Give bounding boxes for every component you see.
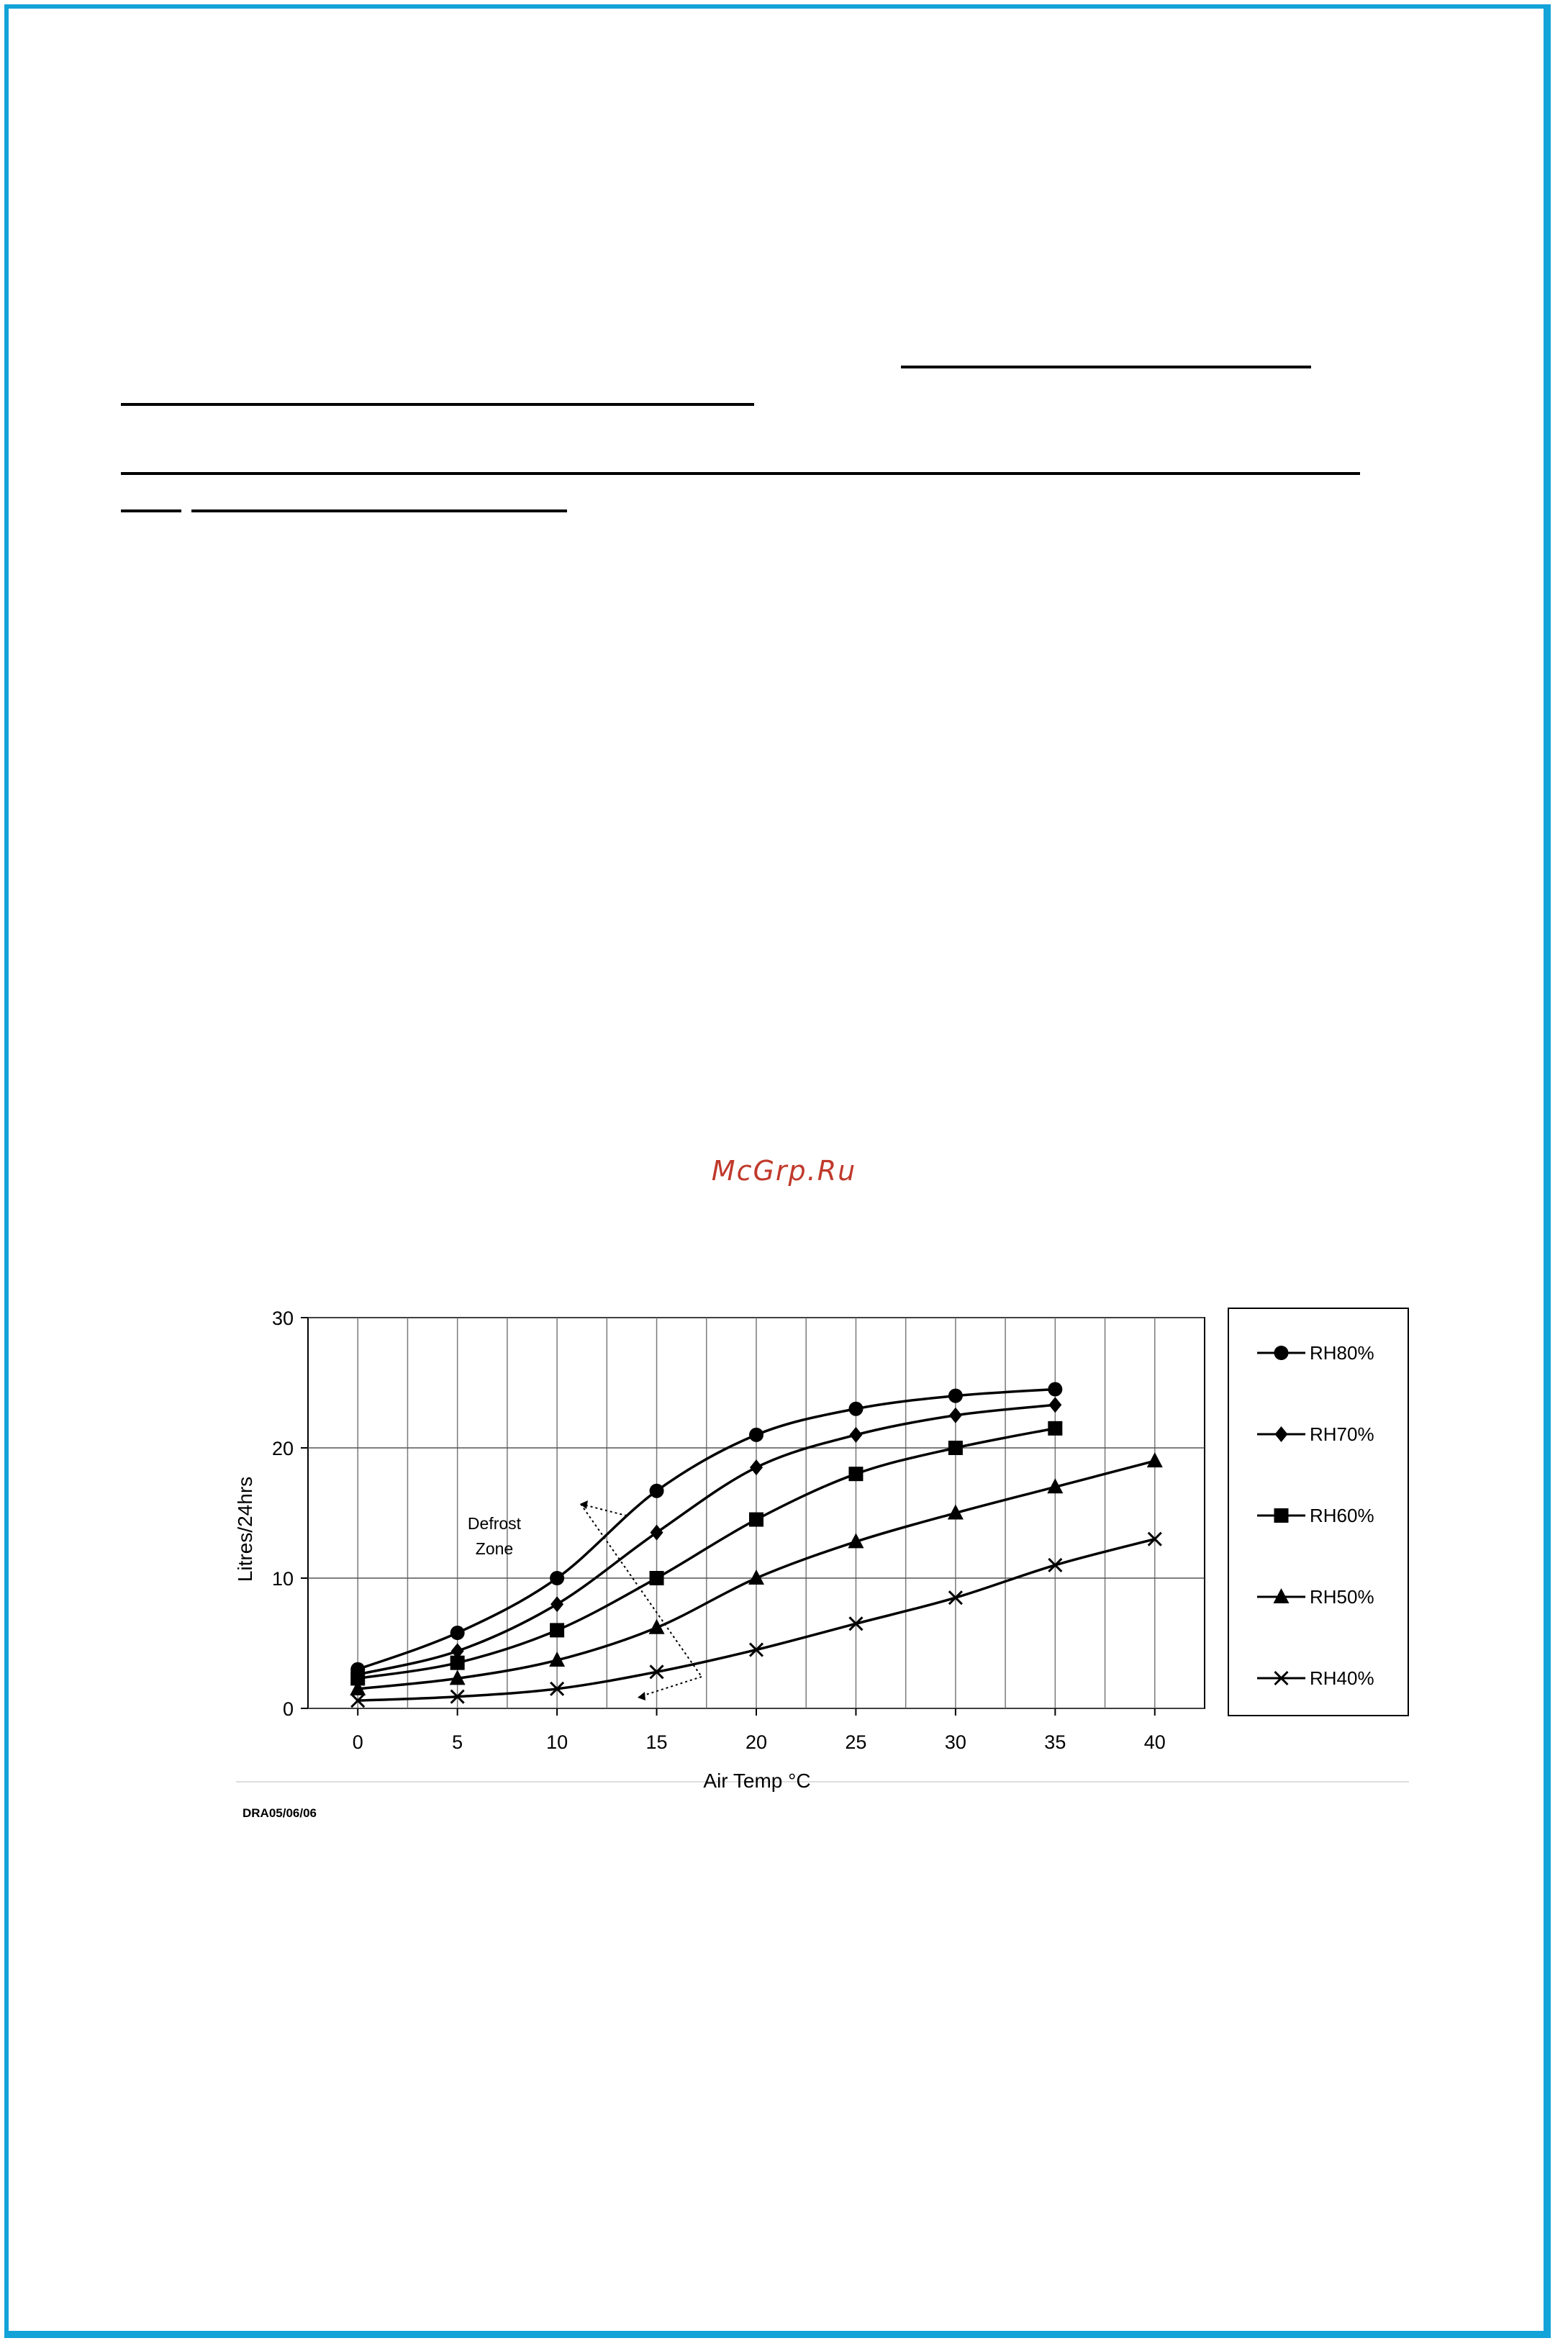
x-tick-label: 25 <box>845 1731 867 1753</box>
legend-label: RH80% <box>1310 1342 1374 1364</box>
y-tick-label: 10 <box>271 1568 294 1590</box>
legend-label: RH40% <box>1310 1667 1374 1689</box>
data-point <box>550 1571 564 1585</box>
legend-label: RH50% <box>1310 1586 1374 1608</box>
data-point <box>450 1626 465 1640</box>
x-tick-label: 5 <box>452 1731 463 1753</box>
data-point <box>450 1656 465 1670</box>
watermark: McGrp.Ru <box>711 1155 857 1187</box>
data-point <box>650 1484 664 1498</box>
y-tick-label: 30 <box>271 1308 294 1329</box>
legend-label: RH60% <box>1310 1505 1374 1526</box>
data-point <box>1048 1382 1062 1397</box>
data-point <box>749 1428 763 1442</box>
x-axis-label: Air Temp °C <box>703 1770 811 1792</box>
y-axis-label: Litres/24hrs <box>234 1476 256 1582</box>
x-tick-label: 35 <box>1044 1731 1066 1753</box>
data-point <box>1048 1421 1062 1436</box>
legend-marker <box>1274 1508 1289 1523</box>
data-point <box>848 1467 863 1481</box>
x-tick-label: 0 <box>352 1731 363 1753</box>
x-tick-label: 40 <box>1143 1731 1166 1753</box>
defrost-zone-label: Zone <box>475 1539 514 1558</box>
legend-label: RH70% <box>1310 1423 1374 1445</box>
legend-marker <box>1274 1346 1289 1360</box>
document-code: DRA05/06/06 <box>243 1806 317 1820</box>
data-point <box>650 1571 664 1585</box>
y-tick-label: 0 <box>282 1698 294 1720</box>
x-tick-label: 10 <box>546 1731 568 1753</box>
data-point <box>948 1441 963 1455</box>
data-point <box>948 1389 963 1403</box>
data-point <box>550 1623 564 1637</box>
x-tick-label: 15 <box>645 1731 668 1753</box>
data-point <box>848 1402 863 1416</box>
x-tick-label: 30 <box>944 1731 966 1753</box>
x-tick-label: 20 <box>745 1731 768 1753</box>
y-tick-label: 20 <box>271 1438 294 1459</box>
data-point <box>749 1513 763 1527</box>
defrost-zone-label: Defrost <box>467 1514 522 1533</box>
